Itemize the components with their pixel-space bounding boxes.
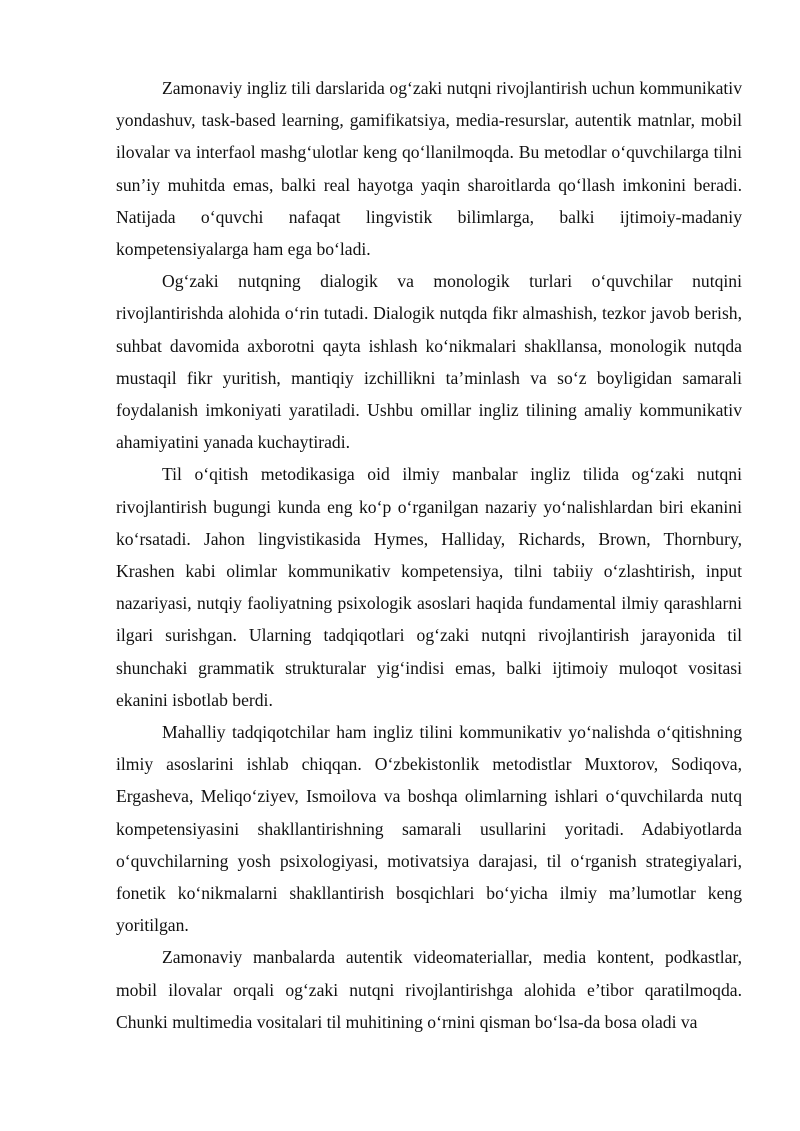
document-body [116,72,742,1038]
paragraph-1: Zamonaviy ingliz tili darslarida og‘zaki nutqni rivojlantirish uchun kommunikativ yondashuv, task-based learning, gamifikatsiya, media-resurslar, autentik matnlar, mobil ilovalar va interfaol mashg‘ulotlar keng qo‘llanilmoqda. Bu metodlar o‘quvchilarga tilni sun’iy muhitda emas, balki real hayotga yaqin sharoitlarda qo‘llash imkonini beradi. Natijada o‘quvchi nafaqat lingvistik bilimlarga, balki ijtimoiy-madaniy kompetensiyalarga ham ega bo‘ladi. [116,78,742,260]
paragraph-3: Til o‘qitish metodikasiga oid ilmiy manbalar ingliz tilida og‘zaki nutqni rivojlantirish bugungi kunda eng ko‘p o‘rganilgan nazariy yo‘nalishlardan biri ekanini ko‘rsatadi. Jahon lingvistikasida Hymes, Halliday, Richards, Brown, Thornbury, Krashen kabi olimlar kommunikativ kompetensiya, tilni tabiiy o‘zlashtirish, input nazariyasi, nutqiy faoliyatning psixologik asoslari haqida fundamental ilmiy qarashlarni ilgari surishgan. Ularning tadqiqotlari og‘zaki nutqni rivojlantirish jarayonida til shunchaki grammatik strukturalar yig‘indisi emas, balki ijtimoiy muloqot vositasi ekanini isbotlab berdi. [116,464,742,710]
paragraph-2: Og‘zaki nutqning dialogik va monologik turlari o‘quvchilar nutqini rivojlantirishda alohida o‘rin tutadi. Dialogik nutqda fikr almashish, tezkor javob berish, suhbat davomida axborotni qayta ishlash ko‘nikmalari shakllansa, monologik nutqda mustaqil fikr yuritish, mantiqiy izchillikni ta’minlash va so‘z boyligidan samarali foydalanish imkoniyati yaratiladi. Ushbu omillar ingliz tilining amaliy kommunikativ ahamiyatini yanada kuchaytiradi. [116,271,742,453]
paragraph-4: Mahalliy tadqiqotchilar ham ingliz tilini kommunikativ yo‘nalishda o‘qitishning ilmiy asoslarini ishlab chiqqan. O‘zbekistonlik metodistlar Muxtorov, Sodiqova, Ergasheva, Meliqo‘ziyev, Ismoilova va boshqa olimlarning ishlari o‘quvchilarda nutq kompetensiyasini shakllantirishning samarali usullarini yoritadi. Adabiyotlarda o‘quvchilarning yosh psixologiyasi, motivatsiya darajasi, til o‘rganish strategiyalari, fonetik ko‘nikmalarni shakllantirish bosqichlari bo‘yicha ilmiy ma’lumotlar keng yoritilgan. [116,722,742,936]
paragraph-5: Zamonaviy manbalarda autentik videomateriallar, media kontent, podkastlar, mobil ilovalar orqali og‘zaki nutqni rivojlantirishga alohida e’tibor qaratilmoqda. Chunki multimedia vositalari til muhitining o‘rnini qisman bo‘lsa-da bosa oladi va [116,947,742,1032]
